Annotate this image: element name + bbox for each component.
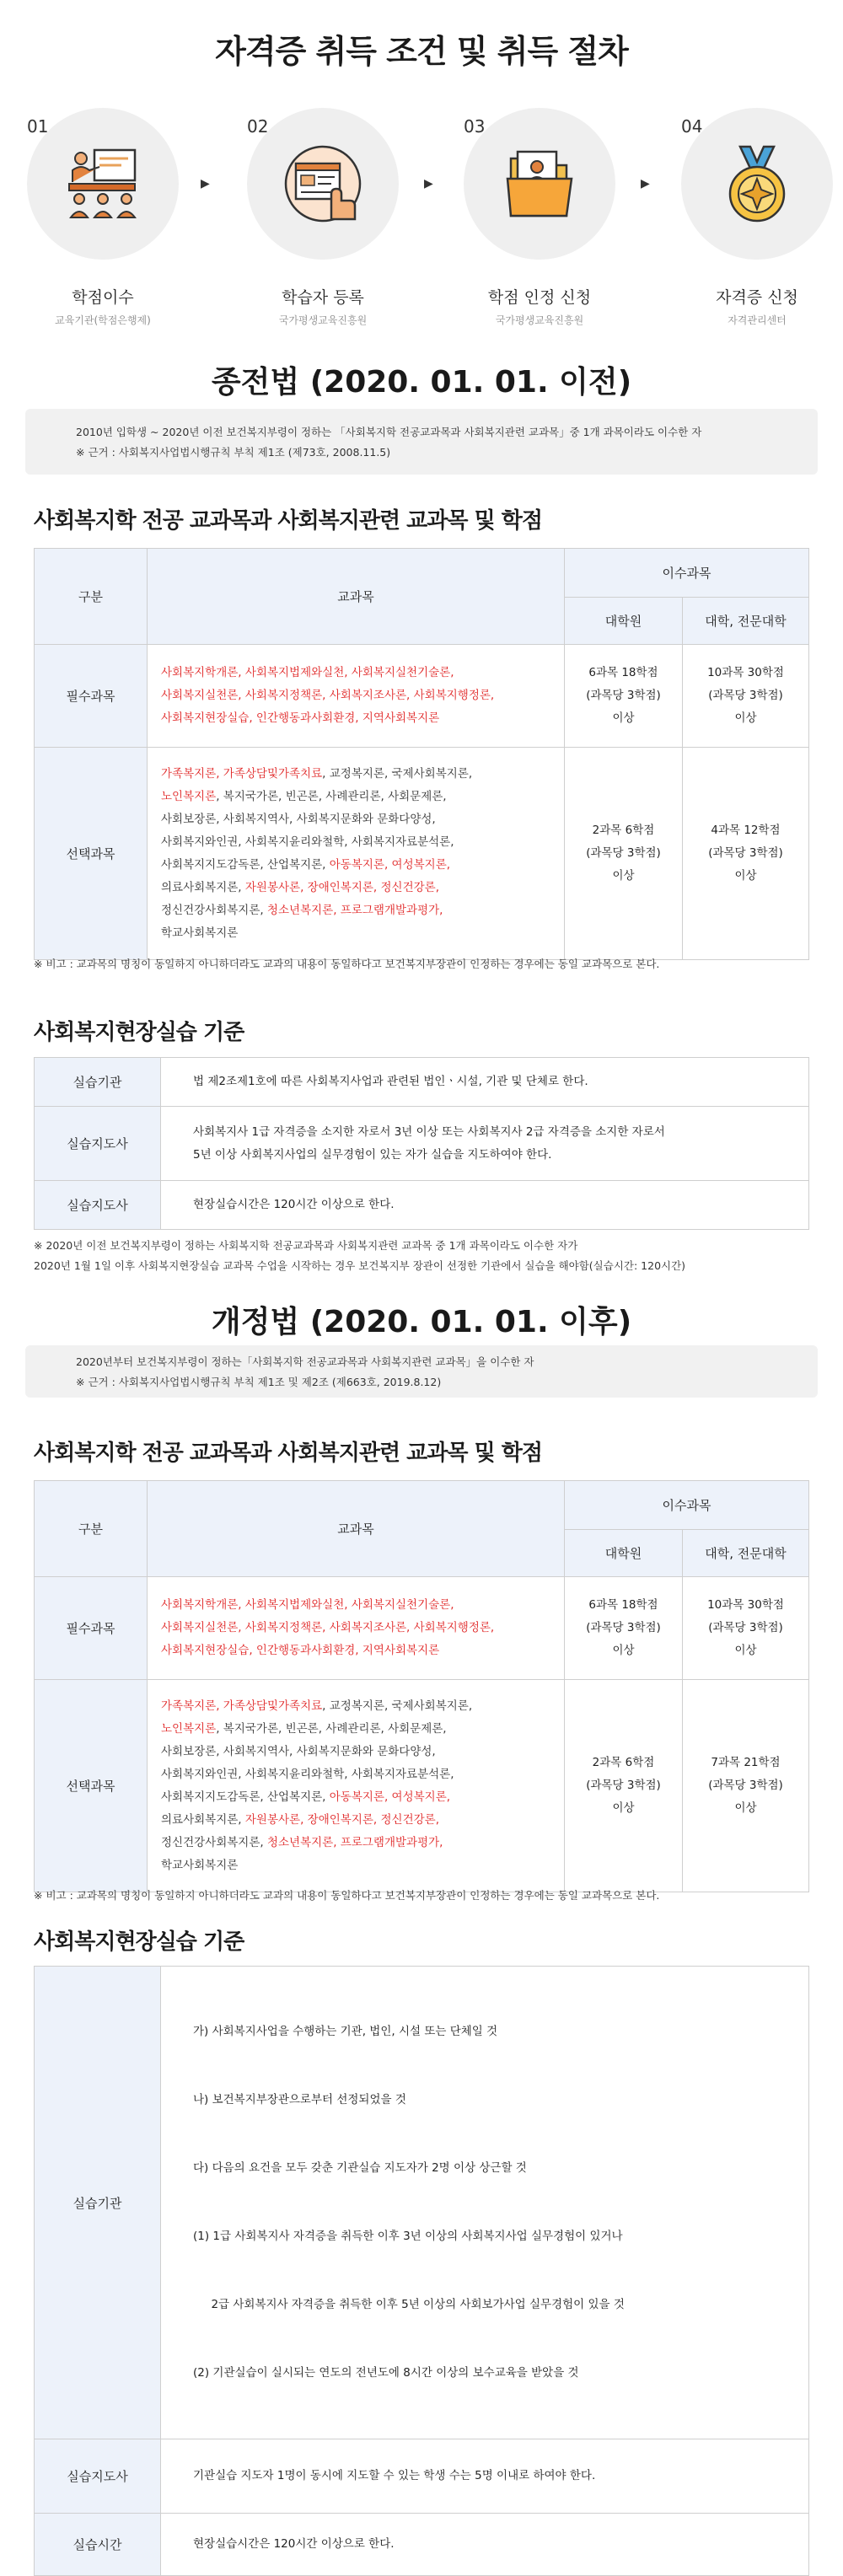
elective-university-credits: [683, 748, 809, 960]
old-table-title: 사회복지학 전공 교과목과 사회복지관련 교과목 및 학점: [34, 508, 542, 534]
description-line: 현장실습시간은 120시간 이상으로 한다.: [193, 1198, 395, 1211]
step-number: 03: [464, 116, 486, 137]
subject-line: 사회복지학개론, 사회복지법제와실천, 사회복지실천기술론,: [161, 666, 454, 679]
credit-line: 2과목 6학점: [592, 1756, 655, 1769]
subject-text: 사회보장론, 사회복지역사, 사회복지문화와 문화다양성,: [161, 812, 436, 826]
old-law-eligibility: 2010년 입학생 ~ 2020년 이전 보건복지부령이 정하는 「사회복지학 전공교과목과 사회복지관련 교과목」중 1개 과목이라도 이수한 자: [76, 426, 702, 438]
subject-text: 청소년복지론, 프로그램개발과평가,: [266, 1835, 443, 1849]
subject-line: [161, 899, 550, 922]
header-graduate: 대학원: [565, 1530, 683, 1577]
old-practicum-title: 사회복지현장실습 기준: [34, 1020, 244, 1045]
subject-text: 아동복지론, 여성복지론,: [329, 1790, 451, 1804]
practicum-description: [161, 1181, 809, 1230]
subject-text: 자원봉사론, 장애인복지론, 정신건강론,: [244, 880, 439, 894]
practicum-label: 실습지도사: [35, 2439, 161, 2514]
credit-line: (과목당 3학점): [708, 846, 783, 860]
table-row: [35, 748, 809, 960]
credit-line: 10과목 30학점: [707, 1598, 784, 1612]
elective-graduate-credits: [565, 1680, 683, 1892]
description-line: 나) 보건복지부장관으로부터 선정되었을 것: [193, 2093, 406, 2106]
new-subjects-table: [34, 1480, 809, 1892]
credit-line: 4과목 12학점: [711, 824, 781, 837]
arrow-right-icon: ▶: [201, 177, 210, 191]
step-caption: [10, 285, 196, 327]
row-label-required: 필수과목: [35, 1577, 148, 1680]
practicum-label: 실습시간: [35, 2514, 161, 2576]
description-line: (1) 1급 사회복지사 자격증을 취득한 이후 3년 이상의 사회복지사업 실무경험이 있거나: [193, 2230, 623, 2243]
credit-line: 6과목 18학점: [588, 666, 658, 679]
medal-icon: [715, 142, 799, 226]
subject-line: [161, 1695, 550, 1718]
step-caption: [664, 285, 843, 327]
table-row: [35, 1967, 809, 2439]
header-subjects: 교과목: [148, 1481, 565, 1577]
elective-subjects: [148, 748, 565, 960]
credit-line: 이상: [612, 1644, 635, 1657]
page-title: 자격증 취득 조건 및 취득 절차: [215, 33, 628, 70]
step-title: 자격증 신청: [716, 288, 798, 307]
step-number: 01: [27, 116, 49, 137]
subject-text: 아동복지론, 여성복지론,: [329, 857, 451, 872]
classroom-icon: [61, 142, 145, 226]
subject-text: 사회보장론, 사회복지역사, 사회복지문화와 문화다양성,: [161, 1744, 436, 1758]
table-row: [35, 1058, 809, 1107]
new-practicum-table: [34, 1966, 809, 2576]
header-category: 구분: [35, 549, 148, 645]
subject-line: [161, 854, 550, 877]
new-remark: ※ 비고 : 교과목의 명칭이 동일하지 아니하더라도 교과의 내용이 동일하다고 보건복지부장관이 인정하는 경우에는 동일 교과목으로 본다.: [34, 1889, 660, 1902]
header-university: 대학, 전문대학: [683, 1530, 809, 1577]
table-row: [35, 1107, 809, 1181]
practicum-label: 실습기관: [35, 1967, 161, 2439]
subject-text: 가족복지론, 가족상담및가족치료: [161, 1699, 323, 1713]
credit-line: 이상: [734, 869, 757, 883]
credit-line: 이상: [734, 711, 757, 725]
old-practicum-table: [34, 1057, 809, 1230]
subject-text: 의료사회복지론,: [161, 880, 245, 894]
table-row: [35, 645, 809, 748]
subject-text: 노인복지론: [161, 789, 217, 803]
step-subtitle: 국가평생교육진흥원: [278, 314, 368, 326]
subject-text: , 복지국가론, 빈곤론, 사례관리론, 사회문제론,: [216, 789, 447, 803]
subject-line: [161, 1854, 550, 1877]
step-number: 02: [247, 116, 269, 137]
subject-text: 청소년복지론, 프로그램개발과평가,: [266, 903, 443, 917]
table-row: [35, 2439, 809, 2514]
subject-text: 가족복지론, 가족상담및가족치료: [161, 766, 323, 781]
elective-graduate-credits: [565, 748, 683, 960]
credit-line: 7과목 21학점: [711, 1756, 781, 1769]
subject-line: [161, 786, 550, 808]
row-label-required: 필수과목: [35, 645, 148, 748]
description-line: 기관실습 지도자 1명이 동시에 지도할 수 있는 학생 수는 5명 이내로 하여야 한다.: [193, 2469, 596, 2482]
subject-text: 사회복지지도감독론, 산업복지론,: [161, 857, 330, 872]
subject-text: 정신건강사회복지론,: [161, 903, 267, 917]
step-caption: [447, 285, 632, 327]
elective-university-credits: [683, 1680, 809, 1892]
old-subjects-table: [34, 548, 809, 960]
practicum-description: [161, 1058, 809, 1107]
note-line: 2020년 1월 1일 이후 사회복지현장실습 교과목 수업을 시작하는 경우 보건복지부 장관이 선정한 기관에서 실습을 해야함(실습시간: 120시간): [34, 1259, 686, 1272]
step-caption: [230, 285, 416, 327]
subject-text: 정신건강사회복지론,: [161, 1835, 267, 1849]
subject-line: [161, 831, 550, 854]
required-university-credits: [683, 645, 809, 748]
credit-line: 2과목 6학점: [592, 824, 655, 837]
new-law-basis: ※ 근거 : 사회복지사업법시행규칙 부칙 제1조 및 제2조 (제663호, 2019.8.12): [76, 1376, 442, 1388]
description-line: 5년 이상 사회복지사업의 실무경험이 있는 자가 실습을 지도하여야 한다.: [193, 1147, 552, 1162]
step-subtitle: 자격관리센터: [728, 314, 787, 326]
row-label-elective: 선택과목: [35, 1680, 148, 1892]
step-subtitle: 국가평생교육진흥원: [495, 314, 584, 326]
header-category: 구분: [35, 1481, 148, 1577]
new-law-eligibility: 2020년부터 보건복지부령이 정하는「사회복지학 전공교과목과 사회복지관련 교과목」을 이수한 자: [76, 1355, 534, 1368]
table-row: [35, 1577, 809, 1680]
subject-text: , 복지국가론, 빈곤론, 사례관리론, 사회문제론,: [216, 1721, 447, 1736]
arrow-right-icon: ▶: [424, 177, 433, 191]
subject-text: 사회복지와인권, 사회복지윤리와철학, 사회복지자료분석론,: [161, 1767, 454, 1781]
step-subtitle: 교육기관(학점은행제): [55, 314, 151, 326]
subject-text: 자원봉사론, 장애인복지론, 정신건강론,: [244, 1812, 439, 1827]
new-table-title: 사회복지학 전공 교과목과 사회복지관련 교과목 및 학점: [34, 1441, 542, 1466]
subject-text: , 교정복지론, 국제사회복지론,: [322, 766, 473, 781]
required-graduate-credits: [565, 645, 683, 748]
practicum-label: 실습지도사: [35, 1107, 161, 1181]
credit-line: 이상: [612, 1801, 635, 1815]
credit-line: 이상: [612, 711, 635, 725]
old-remark: ※ 비고 : 교과목의 명칭이 동일하지 아니하더라도 교과의 내용이 동일하다고 보건복지부장관이 인정하는 경우에는 동일 교과목으로 본다.: [34, 958, 660, 970]
required-subjects: [148, 645, 565, 748]
subject-line: [161, 1741, 550, 1763]
subject-text: 사회복지와인권, 사회복지윤리와철학, 사회복지자료분석론,: [161, 835, 454, 849]
subject-text: 의료사회복지론,: [161, 1812, 245, 1827]
subject-line: [161, 922, 550, 945]
credit-line: (과목당 3학점): [708, 1779, 783, 1792]
credit-line: (과목당 3학점): [586, 846, 661, 860]
subject-text: , 교정복지론, 국제사회복지론,: [322, 1699, 473, 1713]
step-title: 학점 인정 신청: [487, 288, 592, 307]
header-credits: 이수과목: [565, 1481, 809, 1530]
step-credit-recognition: [464, 108, 615, 260]
practicum-label: 실습기관: [35, 1058, 161, 1107]
subject-line: [161, 1809, 550, 1832]
subject-line: 사회복지현장실습, 인간행동과사회환경, 지역사회복지론: [161, 711, 440, 725]
header-subjects: 교과목: [148, 549, 565, 645]
practicum-description: [161, 1107, 809, 1181]
description-line: 사회복지사 1급 자격증을 소지한 자로서 3년 이상 또는 사회복지사 2급 자격증을 소지한 자로서: [193, 1124, 665, 1139]
new-law-title: 개정법 (2020. 01. 01. 이후): [211, 1305, 632, 1339]
subject-line: [161, 763, 550, 786]
subject-line: [161, 1832, 550, 1854]
step-learner-registration: [247, 108, 399, 260]
description-line: 법 제2조제1호에 따른 사회복지사업과 관련된 법인ㆍ시설, 기관 및 단체로 한다.: [193, 1075, 588, 1088]
subject-text: 사회복지지도감독론, 산업복지론,: [161, 1790, 330, 1804]
online-registration-icon: [281, 142, 365, 226]
header-graduate: 대학원: [565, 598, 683, 645]
note-line: ※ 2020년 이전 보건복지부령이 정하는 사회복지학 전공교과목과 사회복지관련 교과목 중 1개 과목이라도 이수한 자가: [34, 1239, 578, 1252]
credit-line: (과목당 3학점): [708, 1621, 783, 1634]
credit-line: 6과목 18학점: [588, 1598, 658, 1612]
step-title: 학습자 등록: [282, 288, 364, 307]
description-line: (2) 기관실습이 실시되는 연도의 전년도에 8시간 이상의 보수교육을 받았을 것: [193, 2366, 579, 2380]
practicum-description: [161, 1967, 809, 2439]
elective-subjects: [148, 1680, 565, 1892]
practicum-description: [161, 2439, 809, 2514]
header-credits: 이수과목: [565, 549, 809, 598]
step-title: 학점이수: [72, 288, 134, 307]
practicum-description: [161, 2514, 809, 2576]
table-row: [35, 1680, 809, 1892]
old-law-title: 종전법 (2020. 01. 01. 이전): [211, 365, 632, 400]
practicum-label: 실습지도사: [35, 1181, 161, 1230]
subject-line: [161, 877, 550, 899]
step-credit-completion: [27, 108, 179, 260]
new-practicum-title: 사회복지현장실습 기준: [34, 1929, 244, 1955]
description-line: 다) 다음의 요건을 모두 갖춘 기관실습 지도자가 2명 이상 상근할 것: [193, 2161, 527, 2175]
description-line: 현장실습시간은 120시간 이상으로 한다.: [193, 2537, 395, 2551]
credit-line: (과목당 3학점): [708, 689, 783, 702]
subject-line: [161, 1718, 550, 1741]
subject-line: 사회복지실천론, 사회복지정책론, 사회복지조사론, 사회복지행정론,: [161, 689, 495, 702]
required-university-credits: [683, 1577, 809, 1680]
subject-line: [161, 808, 550, 831]
old-law-description: [25, 409, 818, 475]
credit-line: (과목당 3학점): [586, 1779, 661, 1792]
subject-line: 사회복지현장실습, 인간행동과사회환경, 지역사회복지론: [161, 1644, 440, 1657]
old-law-basis: ※ 근거 : 사회복지사업법시행규칙 부칙 제1조 (제73호, 2008.11.5): [76, 446, 391, 459]
credit-line: 이상: [734, 1801, 757, 1815]
credit-line: (과목당 3학점): [586, 689, 661, 702]
table-row: [35, 2514, 809, 2576]
subject-text: 학교사회복지론: [161, 926, 239, 940]
header-university: 대학, 전문대학: [683, 598, 809, 645]
required-graduate-credits: [565, 1577, 683, 1680]
subject-text: 노인복지론: [161, 1721, 217, 1736]
arrow-right-icon: ▶: [641, 177, 650, 191]
new-law-description: [25, 1345, 818, 1398]
subject-text: 학교사회복지론: [161, 1858, 239, 1872]
credit-line: 이상: [612, 869, 635, 883]
credit-line: (과목당 3학점): [586, 1621, 661, 1634]
step-number: 04: [681, 116, 703, 137]
credit-line: 이상: [734, 1644, 757, 1657]
description-line: 2급 사회복지사 자격증을 취득한 이후 5년 이상의 사회보가사업 실무경험이 있을 것: [193, 2298, 625, 2311]
description-line: 가) 사회복지사업을 수행하는 기관, 법인, 시설 또는 단체일 것: [193, 2025, 498, 2038]
step-certificate-application: [681, 108, 833, 260]
subject-line: [161, 1763, 550, 1786]
credit-line: 10과목 30학점: [707, 666, 784, 679]
required-subjects: [148, 1577, 565, 1680]
folder-document-icon: [497, 142, 582, 226]
old-practicum-note: [34, 1236, 685, 1276]
subject-line: 사회복지학개론, 사회복지법제와실천, 사회복지실천기술론,: [161, 1598, 454, 1612]
table-row: [35, 1181, 809, 1230]
subject-line: [161, 1786, 550, 1809]
subject-line: 사회복지실천론, 사회복지정책론, 사회복지조사론, 사회복지행정론,: [161, 1621, 495, 1634]
row-label-elective: 선택과목: [35, 748, 148, 960]
